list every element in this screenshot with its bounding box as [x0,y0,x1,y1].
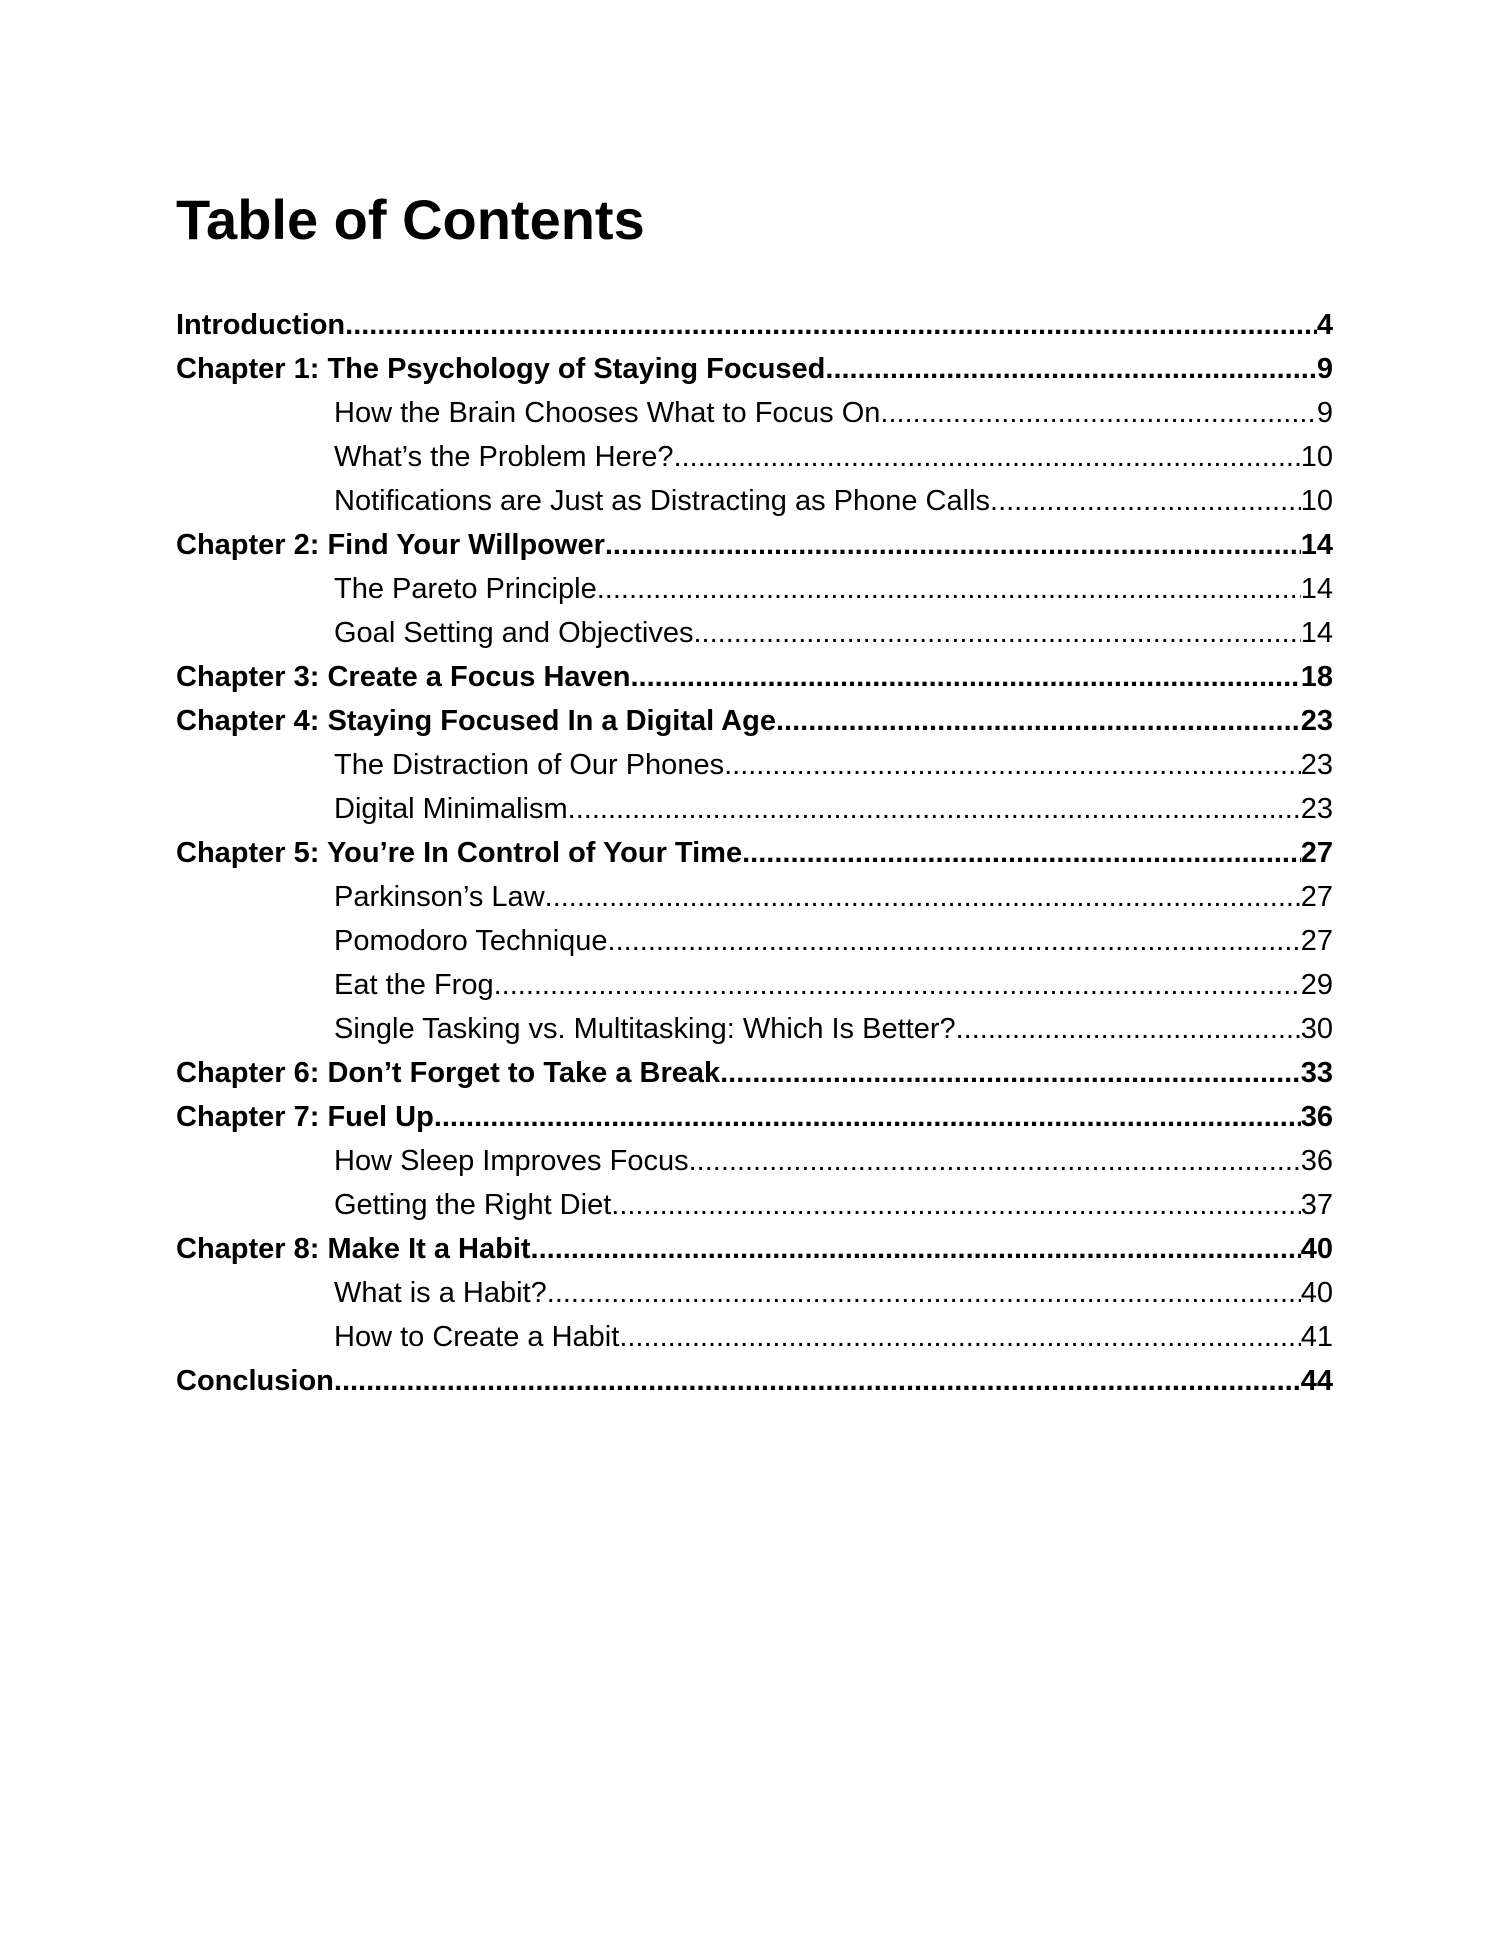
toc-entry-chapter[interactable] [176,1359,1333,1403]
toc-entry-page-number: 33 [1300,1057,1333,1089]
toc-entry-page-number: 41 [1300,1321,1333,1353]
toc-entry-label: Chapter 6: Don’t Forget to Take a Break [176,1057,721,1089]
toc-entry-label: The Distraction of Our Phones [334,749,725,781]
toc-entry-label: Chapter 2: Find Your Willpower [176,529,605,561]
toc-dot-leader [720,1051,1301,1095]
toc-dot-leader [605,523,1301,567]
toc-entry-label: How the Brain Chooses What to Focus On [334,397,881,429]
toc-entry-section[interactable] [176,919,1333,963]
toc-entry-section[interactable] [176,1315,1333,1359]
toc-entry-label: Chapter 1: The Psychology of Staying Focused [176,353,826,385]
toc-entry-label: Eat the Frog [334,969,494,1001]
toc-dot-leader [345,303,1317,347]
toc-entry-page-number: 14 [1300,617,1333,649]
toc-entry-page-number: 23 [1300,705,1333,737]
toc-entry-chapter[interactable] [176,347,1333,391]
toc-entry-label: Getting the Right Diet [334,1189,612,1221]
toc-entry-label: Chapter 4: Staying Focused In a Digital Age [176,705,776,737]
toc-dot-leader [630,655,1300,699]
toc-dot-leader [434,1095,1301,1139]
toc-entry-chapter[interactable] [176,655,1333,699]
toc-entry-page-number: 27 [1300,837,1333,869]
toc-entry-section[interactable] [176,743,1333,787]
toc-entry-label: Conclusion [176,1365,334,1397]
toc-entry-page-number: 30 [1300,1013,1333,1045]
toc-entry-section[interactable] [176,1271,1333,1315]
toc-entry-label: Notifications are Just as Distracting as Phone Calls [334,485,991,517]
toc-dot-leader [531,1227,1301,1271]
toc-dot-leader [334,1359,1301,1403]
toc-entry-label: The Pareto Principle [334,573,597,605]
toc-entry-section[interactable] [176,787,1333,831]
toc-entry-page-number: 36 [1300,1145,1333,1177]
toc-dot-leader [956,1007,1301,1051]
toc-entry-section[interactable] [176,1183,1333,1227]
toc-entry-label: How to Create a Habit [334,1321,620,1353]
toc-entry-label: What is a Habit? [334,1277,547,1309]
toc-entry-section[interactable] [176,479,1333,523]
toc-entry-chapter[interactable] [176,1227,1333,1271]
toc-dot-leader [611,1183,1300,1227]
toc-entry-label: How Sleep Improves Focus [334,1145,689,1177]
toc-entry-section[interactable] [176,391,1333,435]
toc-entry-page-number: 44 [1300,1365,1333,1397]
toc-entry-chapter[interactable] [176,1095,1333,1139]
toc-entry-page-number: 40 [1300,1233,1333,1265]
toc-dot-leader [608,919,1301,963]
toc-entry-label: Pomodoro Technique [334,925,608,957]
toc-entry-label: Chapter 7: Fuel Up [176,1101,434,1133]
toc-dot-leader [674,435,1301,479]
toc-dot-leader [880,391,1316,435]
toc-entry-section[interactable] [176,1139,1333,1183]
toc-dot-leader [776,699,1301,743]
toc-dot-leader [619,1315,1300,1359]
toc-entry-page-number: 9 [1316,353,1333,385]
toc-entry-section[interactable] [176,875,1333,919]
toc-entry-chapter[interactable] [176,831,1333,875]
toc-dot-leader [693,611,1300,655]
toc-entry-label: Introduction [176,309,346,341]
toc-entry-page-number: 14 [1300,573,1333,605]
toc-entry-chapter[interactable] [176,303,1333,347]
toc-entry-section[interactable] [176,435,1333,479]
toc-entry-page-number: 36 [1300,1101,1333,1133]
toc-entry-label: Goal Setting and Objectives [334,617,694,649]
toc-entry-chapter[interactable] [176,699,1333,743]
toc-entry-page-number: 14 [1300,529,1333,561]
toc-dot-leader [724,743,1301,787]
toc-entry-label: Chapter 3: Create a Focus Haven [176,661,631,693]
toc-entry-page-number: 29 [1300,969,1333,1001]
toc-dot-leader [825,347,1316,391]
toc-entry-label: Single Tasking vs. Multitasking: Which Is Better? [334,1013,956,1045]
toc-dot-leader [689,1139,1301,1183]
toc-entry-chapter[interactable] [176,523,1333,567]
toc-entry-label: Parkinson’s Law [334,881,545,913]
toc-entry-chapter[interactable] [176,1051,1333,1095]
toc-dot-leader [742,831,1301,875]
toc-dot-leader [597,567,1301,611]
toc-entry-page-number: 4 [1316,309,1333,341]
toc-dot-leader [990,479,1301,523]
toc-entry-label: Chapter 8: Make It a Habit [176,1233,531,1265]
toc-entry-label: What’s the Problem Here? [334,441,674,473]
toc-dot-leader [547,1271,1301,1315]
toc-entry-page-number: 40 [1300,1277,1333,1309]
toc-entry-page-number: 37 [1300,1189,1333,1221]
toc-entry-page-number: 10 [1300,441,1333,473]
toc-entry-page-number: 23 [1300,749,1333,781]
toc-entry-section[interactable] [176,963,1333,1007]
toc-entry-page-number: 18 [1300,661,1333,693]
toc-entry-page-number: 10 [1300,485,1333,517]
toc-entry-page-number: 27 [1300,925,1333,957]
toc-dot-leader [568,787,1301,831]
toc-entry-section[interactable] [176,611,1333,655]
toc-entry-label: Chapter 5: You’re In Control of Your Time [176,837,743,869]
toc-entry-section[interactable] [176,567,1333,611]
toc-list [176,303,1333,1403]
toc-entry-label: Digital Minimalism [334,793,568,825]
toc-entry-page-number: 9 [1316,397,1333,429]
toc-dot-leader [545,875,1301,919]
page-title: Table of Contents [176,188,645,251]
toc-entry-page-number: 23 [1300,793,1333,825]
toc-entry-section[interactable] [176,1007,1333,1051]
toc-entry-page-number: 27 [1300,881,1333,913]
toc-dot-leader [494,963,1301,1007]
